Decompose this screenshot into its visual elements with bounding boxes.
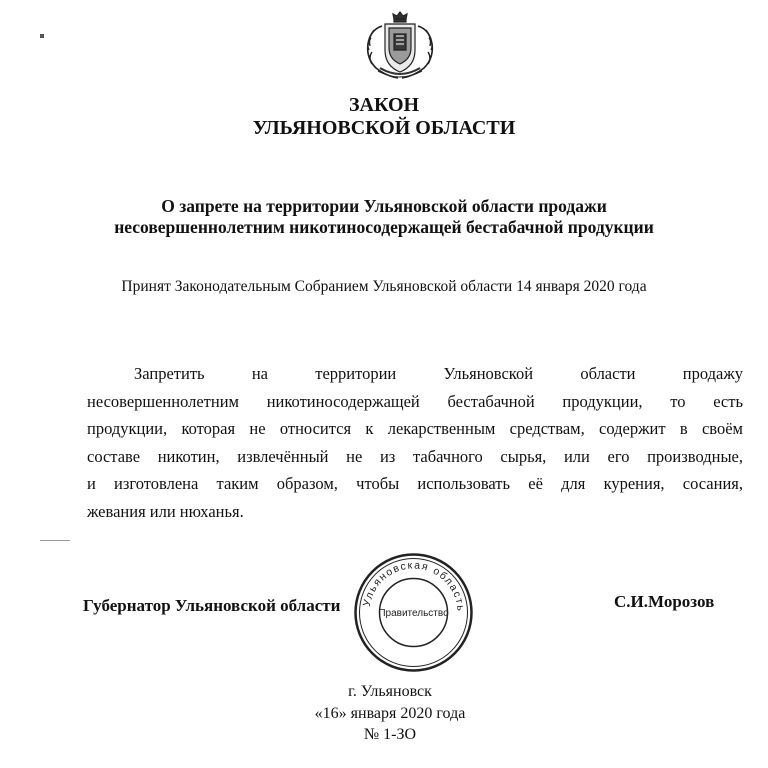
body-line: и изготовлена таким образом, чтобы использовать её для курения, сосания, xyxy=(87,474,743,493)
body-line: составе никотин, извлечённый не из табачного сырья, или его производные, xyxy=(87,446,743,466)
city: г. Ульяновск xyxy=(348,683,432,700)
body-line: Запретить на территории Ульяновской области продажу xyxy=(134,364,743,383)
adoption-note: Принят Законодательным Собранием Ульяновской области 14 января 2020 года xyxy=(121,278,647,295)
official-seal-stamp xyxy=(351,550,476,675)
body-line: жевания или нюханья. xyxy=(87,501,244,521)
law-body-paragraph xyxy=(87,360,743,525)
governor-title: Губернатор Ульяновской области xyxy=(83,596,341,615)
law-label: ЗАКОН xyxy=(348,94,420,116)
law-header xyxy=(0,94,768,140)
governor-name: С.И.Морозов xyxy=(614,592,715,611)
body-line: несовершеннолетним никотиносодержащей бестабачной продукции, то есть xyxy=(87,391,743,411)
scan-speck xyxy=(40,540,70,541)
law-title-line-1: О запрете на территории Ульяновской области продажи xyxy=(161,196,607,216)
law-date: «16» января 2020 года xyxy=(314,705,466,722)
law-title-line-2: несовершеннолетним никотиносодержащей бестабачной продукции xyxy=(114,217,654,237)
law-title xyxy=(0,196,768,238)
body-line: продукции, которая не относится к лекарственным средствам, содержит в своём xyxy=(87,419,743,438)
coat-of-arms-icon xyxy=(358,8,442,82)
law-number: № 1-ЗО xyxy=(363,726,417,743)
seal-ring-text: Ульяновская область xyxy=(360,559,467,613)
seal-center-text: Правительство xyxy=(378,608,449,619)
law-region: УЛЬЯНОВСКОЙ ОБЛАСТИ xyxy=(252,117,516,139)
scan-speck xyxy=(40,34,44,38)
